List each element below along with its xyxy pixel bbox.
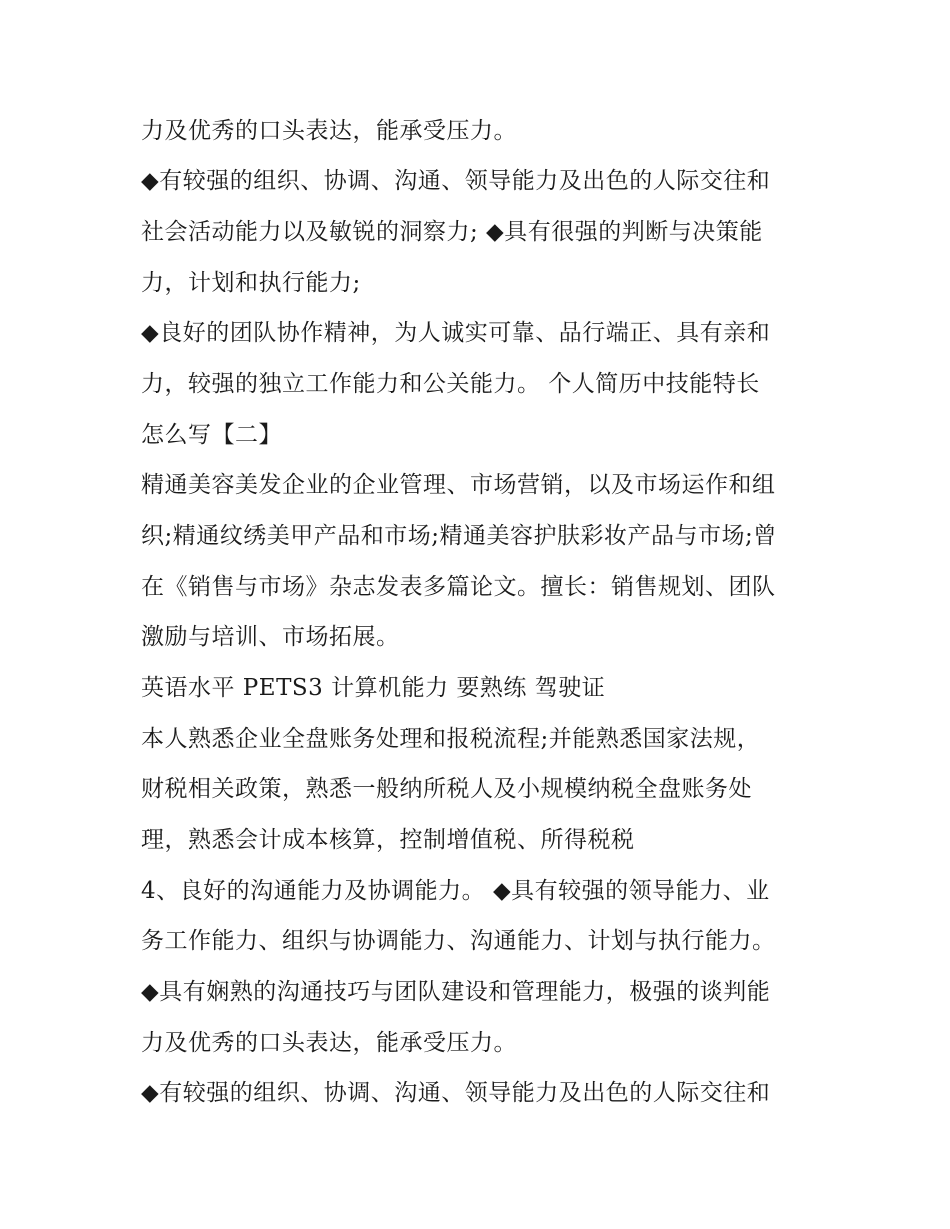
text-line: 本人熟悉企业全盘账务处理和报税流程;并能熟悉国家法规，: [141, 726, 761, 752]
text-line: ◆有较强的组织、协调、沟通、领导能力及出色的人际交往和: [141, 168, 771, 194]
text-line: ◆具有娴熟的沟通技巧与团队建设和管理能力，极强的谈判能: [141, 979, 771, 1005]
text-line: 社会活动能力以及敏锐的洞察力; ◆具有很强的判断与决策能: [141, 219, 763, 245]
text-line: 织;精通纹绣美甲产品和市场;精通美容护肤彩妆产品与市场;曾: [141, 523, 777, 549]
text-line: 精通美容美发企业的企业管理、市场营销，以及市场运作和组: [141, 472, 776, 498]
text-line: 理，熟悉会计成本核算，控制增值税、所得税税: [141, 827, 635, 853]
text-line: 怎么写【二】: [141, 422, 282, 448]
text-line: 力及优秀的口头表达，能承受压力。: [141, 118, 517, 144]
text-line: ◆有较强的组织、协调、沟通、领导能力及出色的人际交往和: [141, 1080, 771, 1106]
text-line: 英语水平 PETS3 计算机能力 要熟练 驾驶证: [141, 675, 606, 701]
text-line: ◆良好的团队协作精神，为人诚实可靠、品行端正、具有亲和: [141, 320, 771, 346]
text-line: 在《销售与市场》杂志发表多篇论文。擅长：销售规划、团队: [141, 574, 776, 600]
text-line: 4、良好的沟通能力及协调能力。 ◆具有较强的领导能力、业: [141, 878, 770, 904]
text-line: 力，计划和执行能力;: [141, 270, 361, 296]
text-line: 务工作能力、组织与协调能力、沟通能力、计划与执行能力。: [141, 928, 776, 954]
text-line: 力，较强的独立工作能力和公关能力。 个人简历中技能特长: [141, 371, 760, 397]
text-line: 激励与培训、市场拓展。: [141, 624, 400, 650]
text-line: 财税相关政策，熟悉一般纳所税人及小规模纳税全盘账务处: [141, 776, 752, 802]
text-line: 力及优秀的口头表达，能承受压力。: [141, 1030, 517, 1056]
